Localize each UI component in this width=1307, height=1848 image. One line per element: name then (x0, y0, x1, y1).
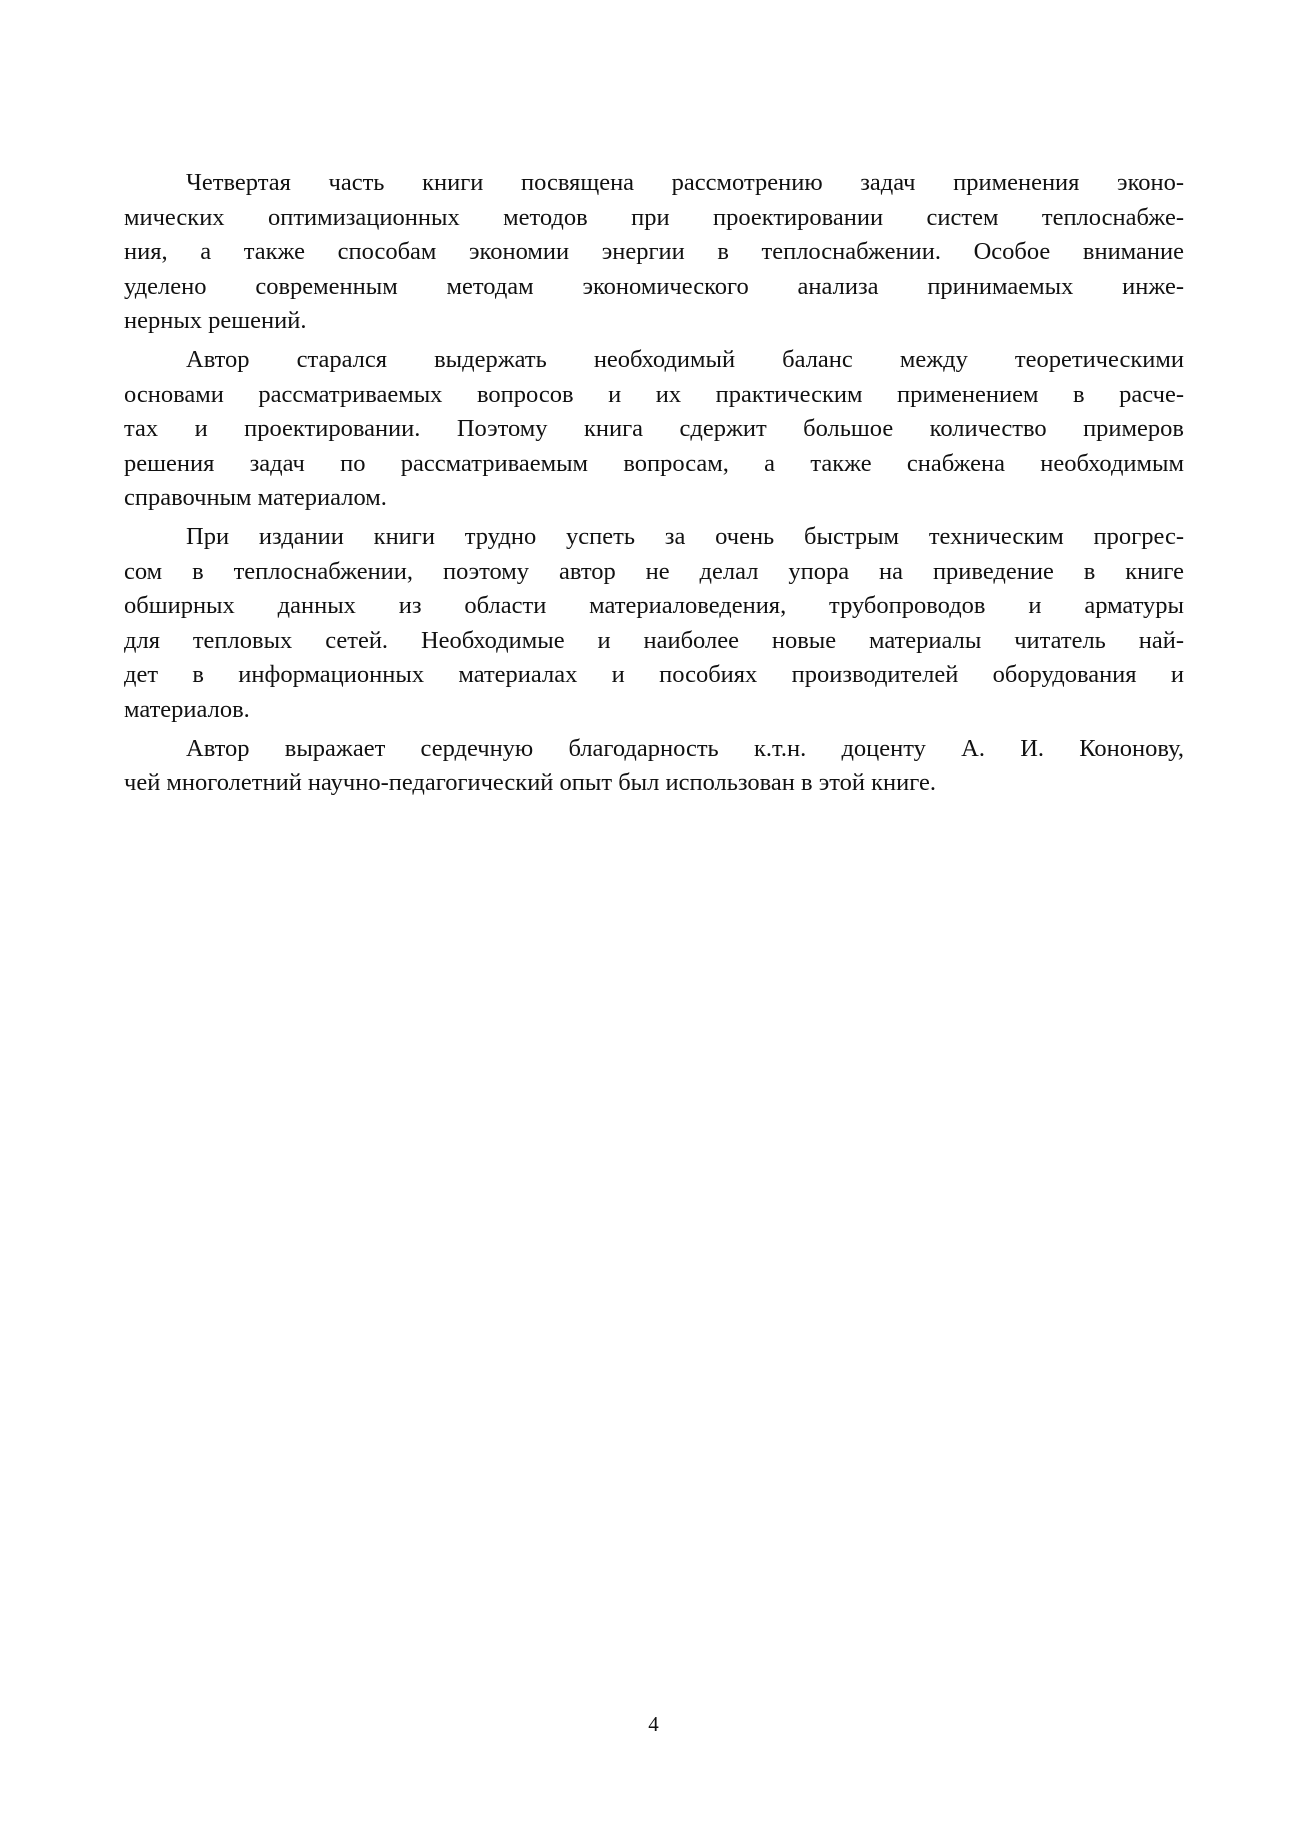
text-line: чей многолетний научно-педагогический опыт был использован в этой книге. (124, 769, 936, 797)
text-line: тах и проектировании. Поэтому книга сдержит большое количество примеров (124, 415, 1184, 443)
text-line: для тепловых сетей. Необходимые и наиболее новые материалы читатель най- (124, 626, 1184, 654)
text-line: справочным материалом. (124, 484, 387, 512)
text-line: уделено современным методам экономического анализа принимаемых инже- (124, 272, 1184, 300)
paragraph (124, 520, 1184, 728)
text-line: нерных решений. (124, 307, 307, 335)
text-line: решения задач по рассматриваемым вопросам, а также снабжена необходимым (124, 449, 1184, 477)
text-line: дет в информационных материалах и пособиях производителей оборудования и (124, 661, 1184, 689)
paragraph (124, 732, 1184, 801)
page-number: 4 (648, 1712, 659, 1736)
text-line: материалов. (124, 695, 250, 723)
text-line: Автор старался выдержать необходимый баланс между теоретическими (186, 345, 1184, 373)
page-body (124, 166, 1184, 805)
text-line: мических оптимизационных методов при проектировании систем теплоснабже- (124, 203, 1184, 231)
text-line: обширных данных из области материаловедения, трубопроводов и арматуры (124, 592, 1184, 620)
text-line: основами рассматриваемых вопросов и их практическим применением в расче- (124, 380, 1184, 408)
text-line: При издании книги трудно успеть за очень быстрым техническим прогрес- (186, 522, 1184, 550)
text-line: сом в теплоснабжении, поэтому автор не делал упора на приведение в книге (124, 557, 1184, 585)
paragraph (124, 166, 1184, 339)
text-line: Автор выражает сердечную благодарность к.т.н. доценту А. И. Кононову, (186, 734, 1184, 762)
paragraph (124, 343, 1184, 516)
text-line: ния, а также способам экономии энергии в теплоснабжении. Особое внимание (124, 238, 1184, 266)
text-line: Четвертая часть книги посвящена рассмотрению задач применения эконо- (186, 169, 1184, 196)
